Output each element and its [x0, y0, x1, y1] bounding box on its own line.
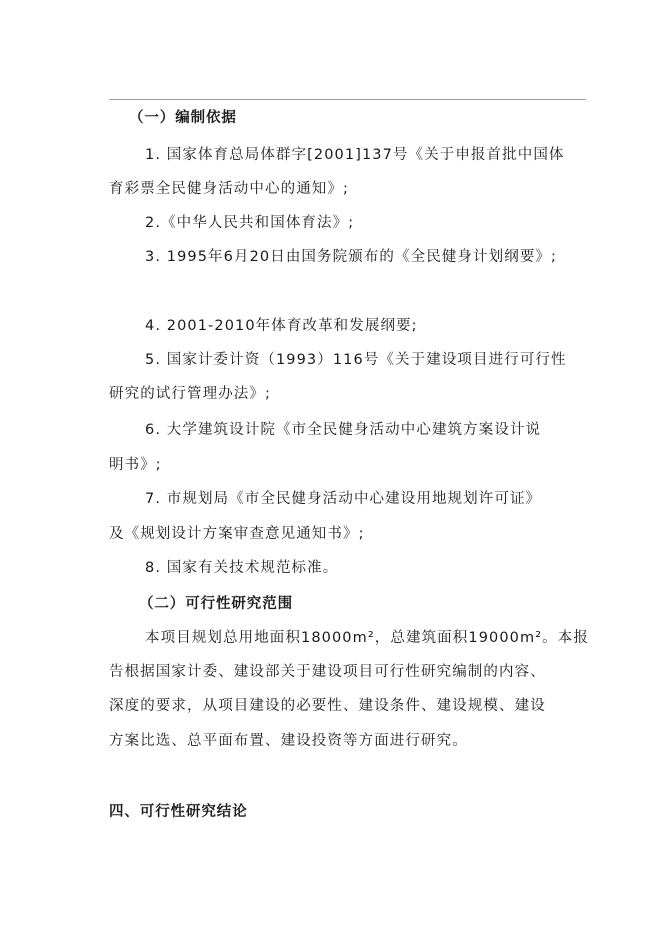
scope-paragraph-line-3: 深度的要求，从项目建设的必要性、建设条件、建设规模、建设	[109, 698, 546, 714]
scope-paragraph-line-4: 方案比选、总平面布置、建设投资等方面进行研究。	[109, 733, 468, 749]
basis-item-1-cont: 育彩票全民健身活动中心的通知》;	[109, 181, 349, 197]
chapter-heading-conclusion: 四、可行性研究结论	[109, 803, 248, 820]
scope-paragraph-line-1: 本项目规划总用地面积18000m²，总建筑面积19000m²。本报	[145, 630, 589, 646]
basis-item-4: 4. 2001-2010年体育改革和发展纲要;	[145, 318, 418, 334]
scope-paragraph-line-2: 告根据国家计委、建设部关于建设项目可行性研究编制的内容、	[109, 664, 546, 680]
basis-item-6: 6. 大学建筑设计院《市全民健身活动中心建筑方案设计说	[145, 422, 542, 438]
basis-item-5-cont: 研究的试行管理办法》;	[109, 386, 271, 402]
basis-item-5: 5. 国家计委计资（1993）116号《关于建设项目进行可行性	[145, 352, 567, 368]
basis-item-6-cont: 明书》;	[109, 457, 162, 473]
basis-item-7: 7. 市规划局《市全民健身活动中心建设用地规划许可证》	[145, 491, 542, 507]
basis-item-2: 2.《中华人民共和国体育法》;	[145, 215, 355, 231]
header-rule	[109, 99, 586, 100]
basis-item-3: 3. 1995年6月20日由国务院颁布的《全民健身计划纲要》;	[145, 249, 558, 265]
section-heading-scope: （二）可行性研究范围	[139, 595, 293, 612]
basis-item-8: 8. 国家有关技术规范标准。	[145, 560, 339, 576]
basis-item-1: 1. 国家体育总局体群字[2001]137号《关于申报首批中国体	[145, 147, 565, 163]
basis-item-7-cont: 及《规划设计方案审查意见通知书》;	[109, 526, 365, 542]
section-heading-basis: （一）编制依据	[129, 109, 237, 126]
